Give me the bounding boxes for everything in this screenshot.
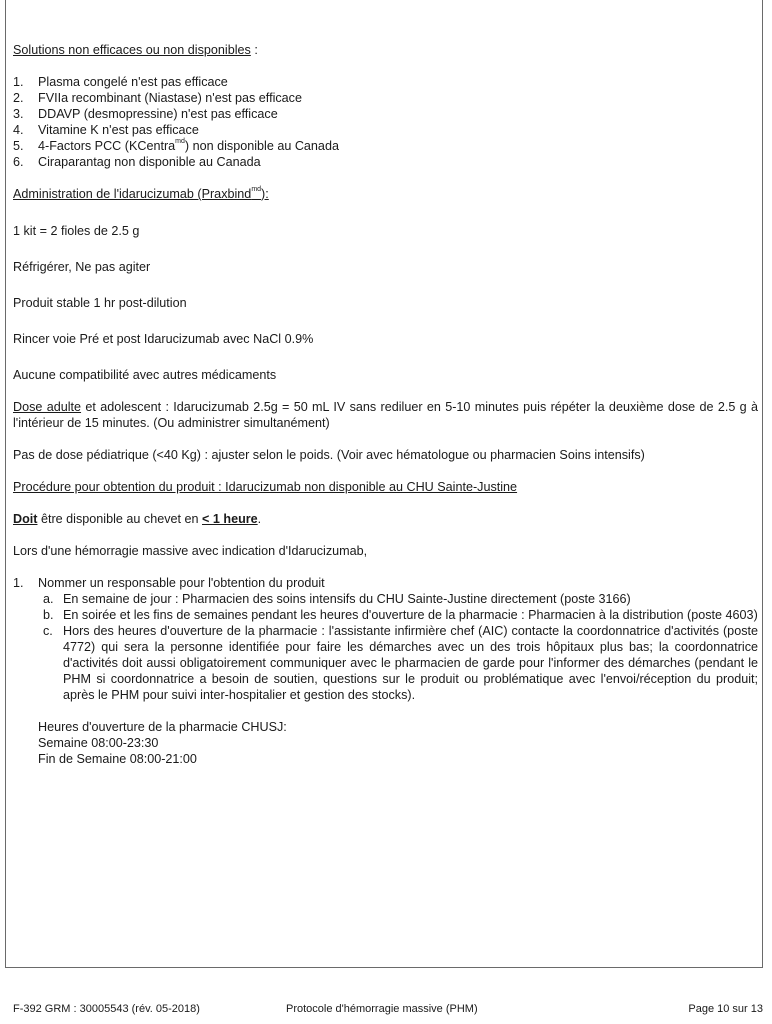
list-item: 4. Vitamine K n'est pas efficace: [13, 123, 199, 137]
availability-requirement: Doit être disponible au chevet en < 1 heure.: [13, 512, 262, 526]
pharmacy-hours: [13, 719, 758, 767]
pediatric-dose: Pas de dose pédiatrique (<40 Kg) : ajuster selon le poids. (Voir avec hématologue ou pharmacien Soins intensifs): [13, 448, 645, 462]
document-title: Protocole d'hémorragie massive (PHM): [286, 1003, 478, 1015]
non-effective-heading: Solutions non efficaces ou non disponibles :: [13, 43, 258, 57]
procedure-substeps: [13, 591, 758, 703]
procedure-intro: Lors d'une hémorragie massive avec indication d'Idarucizumab,: [13, 544, 368, 558]
hours-weekend: Fin de Semaine 08:00-21:00: [38, 752, 197, 766]
compat-info: Aucune compatibilité avec autres médicaments: [13, 368, 277, 382]
stability-info: Produit stable 1 hr post-dilution: [13, 296, 187, 310]
list-item: 6. Ciraparantag non disponible au Canada: [13, 155, 261, 169]
list-item: 1. Plasma congelé n'est pas efficace: [13, 75, 228, 89]
list-item: 1. Nommer un responsable pour l'obtention du produit: [13, 576, 325, 590]
kit-info: 1 kit = 2 fioles de 2.5 g: [13, 224, 140, 238]
list-item: a. En semaine de jour : Pharmacien des soins intensifs du CHU Sainte-Justine directement (poste 3166): [43, 592, 631, 606]
rinse-info: Rincer voie Pré et post Idarucizumab avec NaCl 0.9%: [13, 332, 314, 346]
list-item: 5. 4-Factors PCC (KCentra$^{md}$) non disponible au Canada: [13, 138, 339, 153]
procedure-heading: Procédure pour obtention du produit : Idarucizumab non disponible au CHU Sainte-Justine: [13, 480, 518, 494]
list-item: 2. FVIIa recombinant (Niastase) n'est pas efficace: [13, 91, 302, 105]
non-effective-list: [13, 74, 758, 170]
hours-week: Semaine 08:00-23:30: [38, 736, 159, 750]
list-item: c. Hors des heures d'ouverture de la pharmacie : l'assistante infirmière chef (AIC) contacte la coordonnatrice d'activités (poste 4772) qui sera la personne identifiée pour faire les démarches avec un des trois hôpitaux plus bas; la coordonnatrice d'activités doit aussi obligatoirement communiquer avec le pharmacien de garde pour l'informer des démarches (pendant le PHM si coordonnatrice a besoin de soutien, questions sur le produit ou problématique avec l'envoi/réception du produit; après le PHM pour suivi inter-hospitalier et gestion des stocks).: [43, 624, 758, 702]
adult-dose: Dose adulte et adolescent : Idarucizumab 2.5g = 50 mL IV sans rediluer en 5-10 minutes puis répéter la deuxième dose de 2.5 g à l'intérieur de 15 minutes. (Ou administrer simultanément): [13, 400, 758, 430]
hours-title: Heures d'ouverture de la pharmacie CHUSJ:: [38, 720, 287, 734]
list-item: 3. DDAVP (desmopressine) n'est pas efficace: [13, 107, 278, 121]
form-reference: F-392 GRM : 30005543 (rév. 05-2018): [13, 1003, 200, 1015]
list-item: b. En soirée et les fins de semaines pendant les heures d'ouverture de la pharmacie : Pharmacien à la distribution (poste 4603): [43, 608, 758, 622]
administration-heading: Administration de l'idarucizumab (Praxbind$^{md}$):: [13, 186, 269, 201]
document-body: [13, 42, 758, 767]
storage-info: Réfrigérer, Ne pas agiter: [13, 260, 151, 274]
procedure-steps: [13, 575, 758, 591]
page-number: Page 10 sur 13: [688, 1003, 763, 1015]
